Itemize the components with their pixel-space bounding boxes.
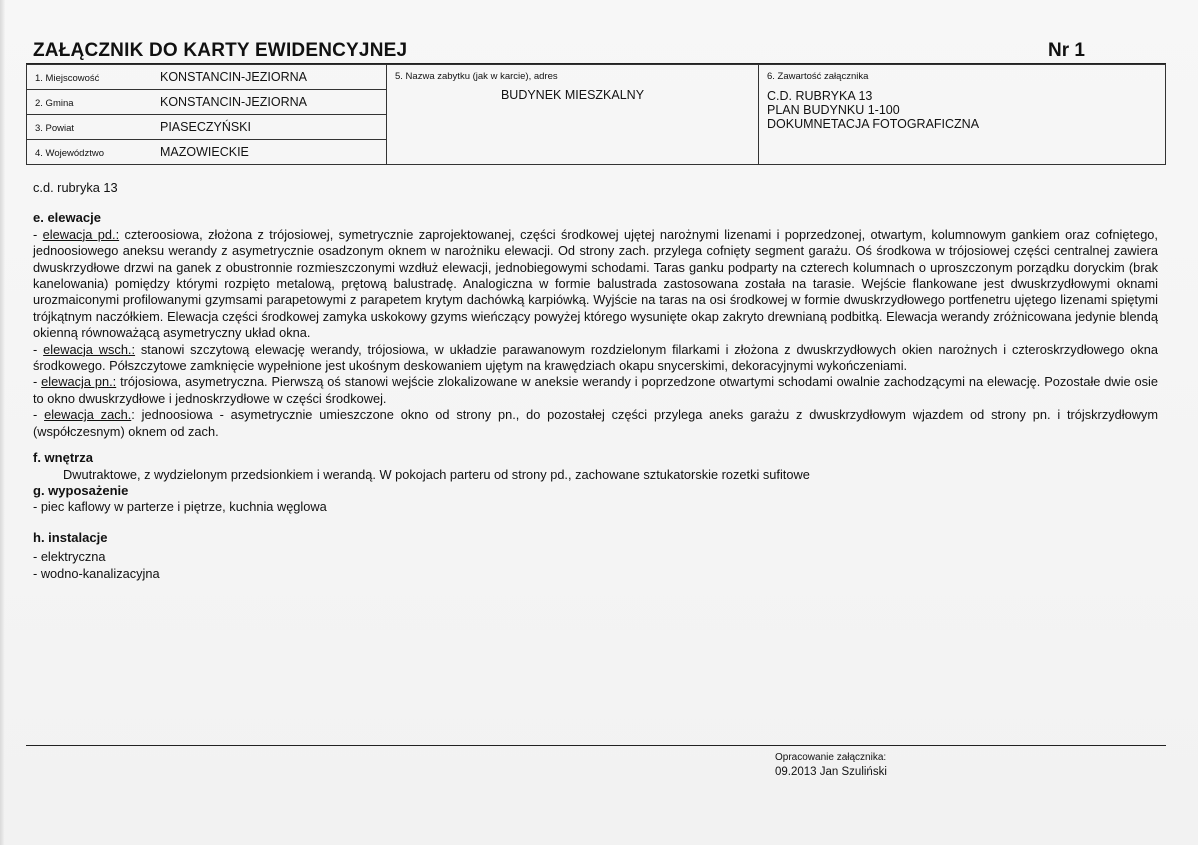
elevation-north: - elewacja pn.: trójosiowa, asymetryczna. Pierwszą oś stanowi wejście zlokalizowane w aneksie werandy i poprzedzone otwartymi schodami owalnie zachodzącymi na elewację. Pozostałe dwie osie to okno dwuskrzydłowe i jednoskrzydłowe w części środkowej. — [33, 374, 1158, 406]
installation-item: - wodno-kanalizacyjna — [33, 565, 160, 581]
interiors-text: Dwutraktowe, z wydzielonym przedsionkiem i werandą. W pokojach parteru od strony pd., zachowane sztukatorskie rozetki sufitowe — [63, 466, 810, 482]
monument-cell — [387, 65, 759, 165]
monument-value: BUDYNEK MIESZKALNY — [500, 88, 645, 102]
equipment-text: - piec kaflowy w parterze i piętrze, kuchnia węglowa — [33, 499, 327, 515]
info-row-locality: 1. Miejscowość KONSTANCIN-JEZIORNA — [27, 65, 387, 90]
info-row-commune: 2. Gmina KONSTANCIN-JEZIORNA — [27, 90, 387, 115]
document-title: ZAŁĄCZNIK DO KARTY EWIDENCYJNEJ — [33, 40, 408, 61]
info-row-voivodeship: 4. Województwo MAZOWIECKIE — [27, 140, 387, 165]
info-table — [26, 64, 1166, 165]
monument-label: 5. Nazwa zabytku (jak w karcie), adres — [395, 71, 558, 82]
contents-label: 6. Zawartość załącznika — [767, 71, 869, 82]
section-heading-elevations: e. elewacje — [33, 210, 101, 226]
footer-label: Opracowanie załącznika: — [775, 752, 887, 763]
elevation-south: - elewacja pd.: czteroosiowa, złożona z trójosiowej, symetrycznie zaprojektowanej, części środkowej ujętej narożnymi lizenami i poprzedzonej, otwartym, kolumnowym gankiem oraz cofniętego, jednoosiowego aneksu werandy z asymetrycznie osadzonym oknem w narożniku elewacji. Od strony zach. przylega cofnięty segment garażu. Oś środkowa w trójosiowej części centralnej zawiera dwuskrzydłowe drzwi na ganek z obustronnie rozmieszczonymi wzdłuż elewacji, jednobiegowymi schodami. Taras ganku podparty na czterech kolumnach o uproszczonym porządku doryckim (brak kanelowania) pomiędzy którymi rozpięto metalową, prętową balustradę. Analogiczna w formie balustrada zastosowana została na tarasie. Wejście flankowane jest dwuskrzydłowymi oknami urozmaiconymi profilowanymi gzymsami parapetowymi z parapetem krytym dachówką karpiówką. Wyjście na taras na osi środkowej w formie dwuskrzydłowego portfenetru ujętego lizenami spiętymi trójkątnym naczółkiem. Elewacja części środkowej zamyka uskokowy gzyms wieńczący powyżej którego wysunięte okap zakryto drewnianą podbitką. Elewacja werandy zróżnicowana jedynie blendą okienną równoważącą asymetryczny układ okna. — [33, 226, 1158, 341]
footer-signature — [775, 750, 887, 780]
attachment-number: Nr 1 — [1048, 40, 1085, 61]
document-body — [33, 180, 1158, 582]
contents-lines: C.D. RUBRYKA 13 PLAN BUDYNKU 1-100 DOKUMNETACJA FOTOGRAFICZNA — [767, 89, 980, 131]
info-row-county: 3. Powiat PIASECZYŃSKI — [27, 115, 387, 140]
section-heading-interiors: f. wnętrza — [33, 450, 93, 466]
footer-rule — [26, 745, 1166, 746]
scan-edge — [0, 0, 5, 845]
installation-item: - elektryczna — [33, 549, 106, 565]
contents-cell — [759, 65, 1166, 165]
footer-author: 09.2013 Jan Szuliński — [775, 766, 887, 778]
elevation-west: - elewacja zach.: jednoosiowa - asymetrycznie umieszczone okno od strony pn., do pozostałej części przylega aneks garażu z dwuskrzydłowym wjazdem od strony pn. i trójskrzydłowym (współczesnym) oknem od zach. — [33, 407, 1158, 439]
section-heading-equipment: g. wyposażenie — [33, 482, 129, 498]
elevation-east: - elewacja wsch.: stanowi szczytową elewację werandy, trójosiowa, w układzie parawanowym rozdzielonym filarkami i złożona z dwuskrzydłowych okien narożnych i czteroskrzydłowego okna środkowego. Półszczytowe zamknięcie wypełnione jest ukośnym deskowaniem ujętym na krawędziach okapu snycerskimi, dekoracyjnymi wykończeniami. — [33, 341, 1158, 374]
section-heading-installations: h. instalacje — [33, 529, 108, 545]
intro-line: c.d. rubryka 13 — [33, 180, 118, 195]
